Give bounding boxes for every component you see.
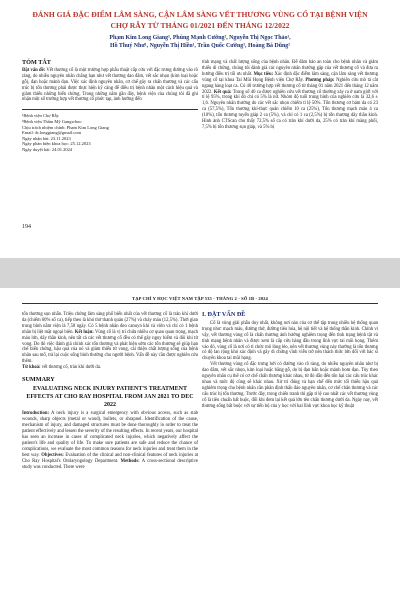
summary-heading-en: SUMMARY (22, 376, 55, 384)
date-received: Ngày nhận bài: 23.11.2023 (22, 135, 71, 141)
abstract-paragraph (22, 68, 198, 103)
right-column-bottom (202, 312, 378, 410)
abstract-text: Vết thương cổ là một trường hợp phẫu thuật cấp cứu với đặc trưng đường vào rõ ràng, do nhiều nguyên nhân chẳng hạn như vết thương dao đâm, vết sắc nhọn (kim loại hoặc gỗ), đạn hoặc mảnh đạn. Việc xác định nguyên nhân, cơ chế gây ra chấn thương và các cấu trúc bị tổn thương phải được thực hiện kỹ càng để điều trị bệnh nhân một cách hiệu quả và giảm thiểu những biến chứng. Trong những năm gần đây, bệnh viện của chúng tôi đã ghi nhận một số trường hợp vết thương cổ phức tạp, ảnh hưởng đến (22, 67, 198, 103)
results-continued-text: tổn thương sụn nhẫn. Triệu chứng lâm sàng phổ biến nhất của vết thương cổ là tràn khí dưới da (chiếm 60% số ca), tiếp theo là khó thở thanh quản (27%) và chảy máu (12,5%). Thời gian trung bình nằm viện là 7,58 ngày. Có 5 bệnh nhân đeo canuyn khí và viên và chỉ có 1 bệnh nhân bị liệt mặt ngoại biên. (22, 312, 198, 335)
date-accepted: Ngày duyệt bài: 24.01.2024 (22, 146, 73, 152)
abstract-continued-text: tính mạng và chất lượng sống của bệnh nhân. Để đảm bảo an toàn cho bệnh nhân và giảm thiểu di chứng, chúng tôi đánh giá các nguyên nhân thường gặp của vết thương cổ và đưa ra hướng điều trị tối ưu nhất. (202, 60, 378, 77)
journal-header: TẠP CHÍ Y HỌC VIỆT NAM TẬP 535 - THÁNG 2 - SỐ 1B - 2024 (22, 296, 378, 304)
abstract-continued (202, 60, 378, 131)
objective-text: Xác định đặc điểm lâm sàng, cận lâm sàng vết thương vùng cổ tại khoa Tai Mũi Họng Bệnh viện Chợ Rẫy. (202, 71, 378, 83)
page-top (0, 0, 400, 258)
authors-line-1: Phạm Kim Long Giang¹, Phùng Mạnh Cường², Nguyễn Thị Ngọc Thảo¹, (109, 35, 291, 41)
page-bottom (0, 288, 400, 600)
en-objectives-text: Evaluation of the clinical and non-clinical features of neck injuries at Cho Ray Hospital's Otolaryngology Department. (22, 452, 199, 464)
introduction-heading: I. ĐẶT VẤN ĐỀ (202, 311, 246, 318)
intro-paragraph-1: Cổ là vùng giải phẫu duy nhất, không nơi nào của cơ thể tập trung nhiều hệ thống quan trọng như: mạch máu, đường thở, đường tiêu hóa, hệ nội tiết và hệ thống thần kinh. Chính vì vậy, vết thương vùng cổ là chấn thương ảnh hưởng nghiêm trọng đến tình trạng bệnh tật và tính mạng bệnh nhân và được xem là cấp cứu hàng đầu trong lĩnh vực tai mũi họng. Thêm vào đó, vùng cổ là nơi có tỉ chức mô lỏng lẻo, nên vết thương vùng này thường là tổn thương có độ lan rộng khó xác định và gây di chứng vĩnh viễn trở nên thách thức lớn đối với bác sĩ chuyên khoa tai mũi họng. (202, 320, 378, 362)
en-intro-text: A neck injury is a surgical emergency with obvious access, such as stab wounds, sharp objects (metal or wood), bullets, or shrapnel. Identification of the cause, mechanism of injury, and damaged structures must be done thoroughly in order to treat the patient effectively and lessen the severity of the resulting effects. In recent years, our hospital has seen an increase in cases of complicated neck injuries, which negatively affect the patient's life and quality of life. To make sure patients are safe and reduce the chance of complications, we evaluate the most common reasons for neck injuries and treat them in the best way. (22, 411, 198, 458)
footnote-divider (22, 109, 198, 110)
en-methods-text: A cross-sectional descriptive study was conducted. There were (22, 458, 199, 470)
en-intro-label: Introduction: (22, 411, 50, 417)
abstract-label: Đặt vấn đề: (22, 67, 46, 73)
article-meta (22, 113, 198, 152)
right-column-top (202, 60, 378, 131)
result-label: Kết quả: (213, 89, 232, 95)
conclusion-text: Vùng cổ là vị trí chứa nhiều cơ quan quan trọng, mạch máu lớn, dây thần kinh, nên tất cả các vết thương cổ đều có thể gây nguy hiểm và đôi khi tử vong. Do đó việc đánh giá chính xác tổn thương và phát hiện sớm các tổn thương sẽ giúp hạn chế biến chứng, hậu quả của nó và giảm thiểu tử vong, cải thiện chất lượng sống của bệnh nhân sau mổ, trả lại cuộc sống bình thường cho người bệnh. Vấn đề này cần được nghiên cứu thêm. (22, 329, 199, 365)
left-column-top (22, 60, 198, 153)
objective-label: Mục tiêu: (253, 71, 274, 77)
keywords-text: vết thương cổ, tràn khí dưới da. (40, 365, 101, 371)
en-objectives-label: Objectives: (41, 452, 64, 458)
affiliation-2: ²Bệnh viện Thẩm Mỹ Gangwhoo (22, 118, 82, 124)
affiliation-1: ¹Bệnh viện Chợ Rẫy (22, 113, 59, 119)
page-number: 194 (22, 224, 31, 230)
keywords-label: Từ khoá: (22, 365, 41, 371)
intro-paragraph-2: Vết thương vùng cổ đặc trưng bởi có đường vào rõ ràng, do nhiều nguyên nhân như bị dao đâm, vết sắc nhọn, kim loại hoặc bằng gỗ, do bị đạn bắn hoặc mảnh bom đạn. Tùy theo nguyên nhân cụ thể có cơ chế chấn thương khác nhau, từ đó dẫn đến tổn hại các cấu trúc khác nhau và mức độ cũng sẽ khác nhau. Xử trí đúng và hạn chế đến mức tối thiểu hậu quả nghiêm trọng cho bệnh nhân cần phân định thấu đáo nguyên nhân, cơ chế chấn thương và các cấu trúc bị tổn thương. Trước đây, trong chiến tranh thì gặp tỉ lệ cao nhất các vết thương vùng cổ là tiêu chuẩn bất buộc, đối khi đem lại kết quả lớn tên chấn thương dưới da. Ngày nay, vết thương sống bất buộc với sự tiến bộ của y học với hai lĩnh vực khoa học kỹ thuật (202, 362, 378, 409)
method-label: Phương pháp: (305, 77, 335, 83)
paper-title: ĐÁNH GIÁ ĐẶC ĐIỂM LÂM SÀNG, CẬN LÂM SÀNG VẾT THƯƠNG VÙNG CỔ TẠI BỆNH VIỆN CHỢ RẪY TỪ THÁNG 01/2021 ĐẾN THÁNG 12/2022 (32, 10, 368, 30)
email: Email: dr.longgiang@gmail.com (22, 130, 82, 136)
summary-heading-vi: TÓM TẮT (22, 59, 51, 66)
conclusion-label: Kết luận: (74, 329, 94, 335)
corresponding-author: Chịu trách nhiệm chính: Phạm Kim Long Giang (22, 124, 109, 130)
method-text: Nghiên cứu mô tả cắt ngang hàng loạt ca. Có 40 trường hợp vết thương cổ từ tháng 01 năm 2021 đến tháng 12 năm 2022. (202, 77, 378, 95)
en-methods-label: Methods: (120, 458, 140, 464)
authors (30, 34, 370, 50)
result-text: Trong số 40 ca được nghiên cứu vết thương cổ thường xảy ra ở nam giới với tỉ lệ 95%, trong khi đó chỉ có 5% là nữ. Nhóm độ tuổi trung bình của nghiên cứu là 32,6 ± 1,6. Nguyên nhân thường do các vết sắc nhọn chiếm tỉ lệ 50%. Tổn thương cơ bám da có 23 ca (57,5%), Tổn thương khí-thực quản chiếm 10 ca (25%), Tổn thương mạch máu 4 ca (10%), tổn thương tuyến giáp 2 ca (5%), và chỉ có 1 ca (2,5%) bị tổn thương dây thần kinh. Hình ảnh CTScan cho thấy 72,5% số ca có tràn khí dưới da, 25% có tràn khí màng phổi, 7,5% bị tổn thương sụn giáp, và 5% bị (202, 89, 378, 130)
date-reviewed: Ngày phản biện khoa học: 25.12.2023 (22, 141, 91, 147)
results-continued (22, 312, 198, 365)
english-abstract (22, 411, 198, 470)
left-column-bottom (22, 312, 198, 470)
english-title: EVALUATING NECK INJURY PATIENT'S TREATMENT EFFECTS AT CHO RAY HOSPITAL FROM JAN 2021 TO DEC 2022 (26, 385, 194, 408)
keywords (22, 365, 198, 371)
authors-line-2: Hồ Thuý Như¹, Nguyễn Thị Hiền¹, Trần Quốc Cường¹, Hoàng Bá Dũng¹ (110, 43, 290, 49)
